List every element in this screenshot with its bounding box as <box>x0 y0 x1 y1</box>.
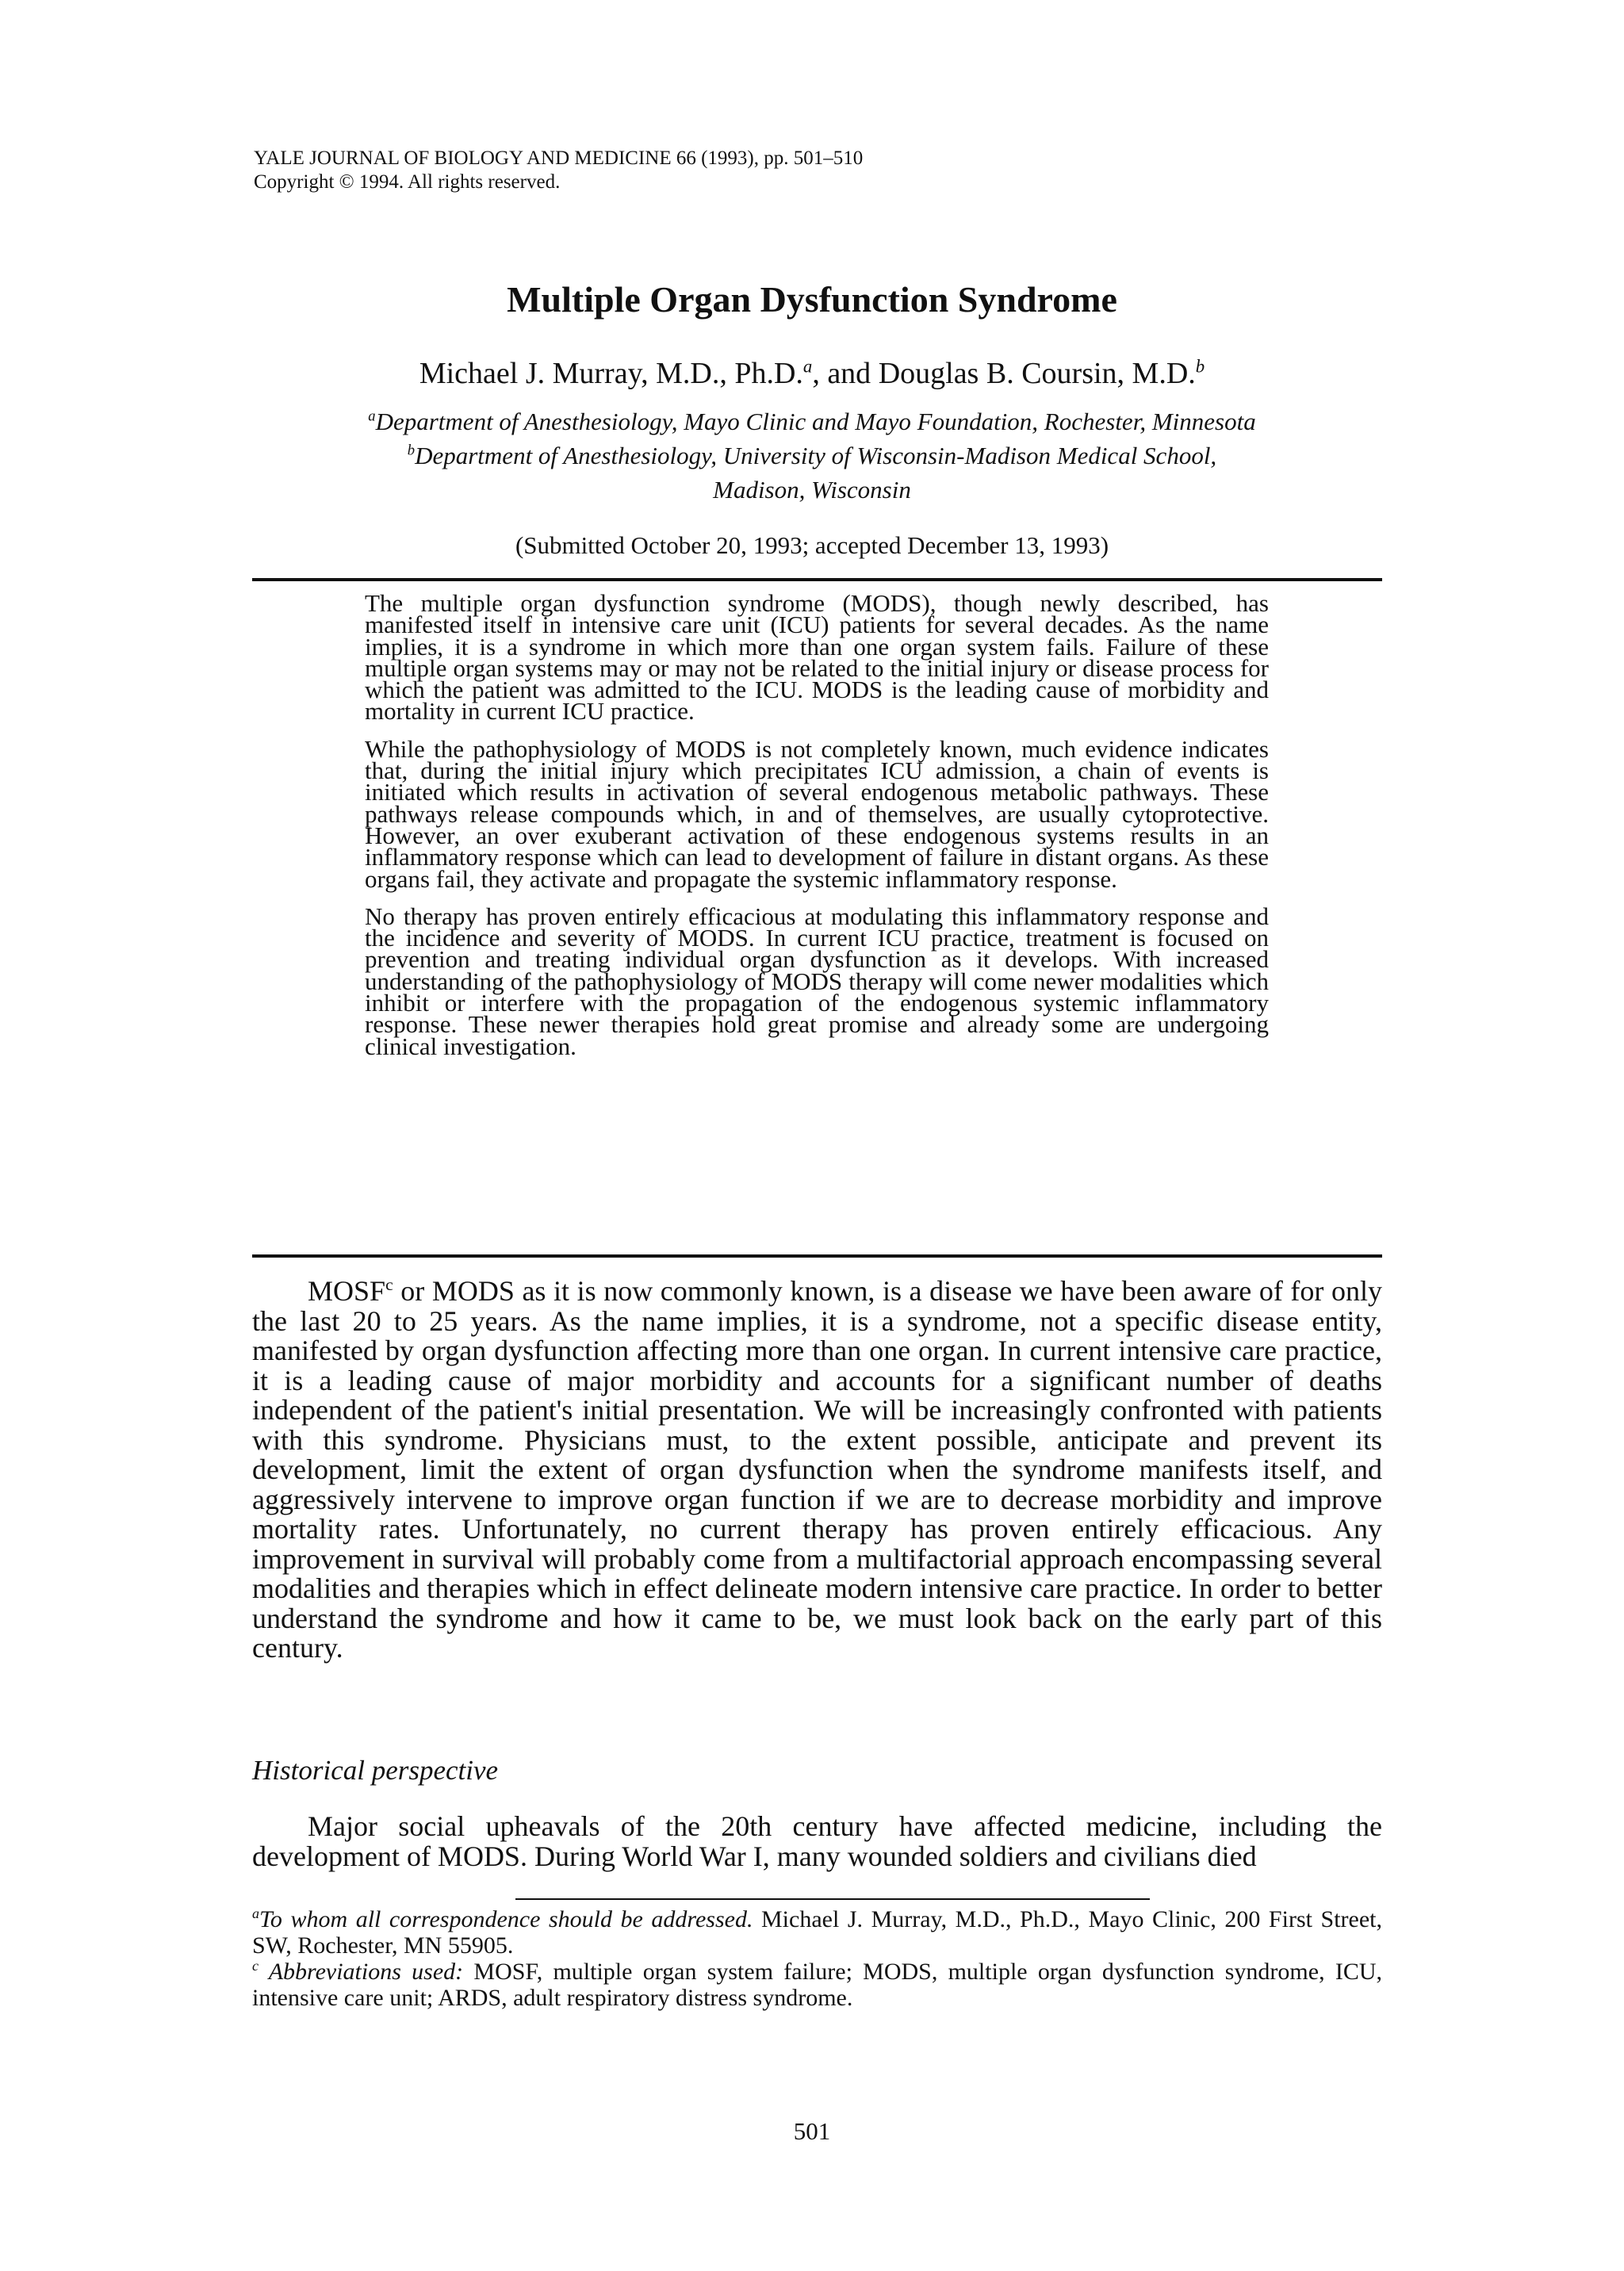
footnote-c-italic: Abbreviations used: <box>259 1959 464 1985</box>
footnote-rule <box>515 1898 1150 1900</box>
affiliation-a-text: Department of Anesthesiology, Mayo Clinic and Mayo Foundation, Rochester, Minnesota <box>375 408 1256 435</box>
author-line <box>0 355 1624 392</box>
affiliation-a <box>0 404 1624 438</box>
abstract-paragraph: The multiple organ dysfunction syndrome (MODS), though newly described, has manifested itself in intensive care unit (ICU) patients for several decades. As the name implies, it is a syndrome in which more than one organ system fails. Failure of these multiple organ systems may or may not be related to the initial injury or disease process for which the patient was admitted to the ICU. MODS is the leading cause of morbidity and mortality in current ICU practice. <box>365 589 1269 726</box>
journal-header <box>254 147 1205 194</box>
footnote-a <box>252 1906 1382 1959</box>
section-heading: Historical perspective <box>252 1755 499 1786</box>
abstract <box>365 589 1269 1073</box>
copyright-notice: Copyright © 1994. All rights reserved. <box>254 171 561 193</box>
footnotes <box>252 1906 1382 2011</box>
article-title: Multiple Organ Dysfunction Syndrome <box>507 279 1117 320</box>
page-number: 501 <box>793 2117 831 2145</box>
abstract-top-rule <box>252 578 1382 581</box>
footnote-c <box>252 1959 1382 2011</box>
affiliation-a-mark: a <box>368 408 376 425</box>
author-2-affil-mark: b <box>1195 356 1205 377</box>
journal-citation: YALE JOURNAL OF BIOLOGY AND MEDICINE 66 (1993), pp. 501–510 <box>254 147 864 169</box>
section-paragraph: Major social upheavals of the 20th century have affected medicine, including the development of MODS. During World War I, many wounded soldiers and civilians died <box>252 1810 1382 1872</box>
abbrev-footnote-mark: c <box>385 1275 393 1294</box>
intro-lead: MOSF <box>308 1275 386 1307</box>
affiliation-b-text-1: Department of Anesthesiology, University of Wisconsin-Madison Medical School, <box>415 442 1217 469</box>
section-body <box>252 1812 1382 1871</box>
affiliation-b-mark: b <box>407 442 416 459</box>
affiliations <box>0 404 1624 507</box>
submission-dates: (Submitted October 20, 1993; accepted December 13, 1993) <box>515 531 1109 559</box>
abstract-bottom-rule <box>252 1254 1382 1258</box>
author-1: Michael J. Murray, M.D., Ph.D. <box>419 357 803 390</box>
footnote-c-mark: c <box>252 1958 259 1974</box>
abstract-paragraph: No therapy has proven entirely efficacious at modulating this inflammatory response and the incidence and severity of MODS. In current ICU practice, treatment is focused on prevention and treating individual organ dysfunction as it develops. With increased understanding of the pathophysiology of MODS therapy will come newer modalities which inhibit or interfere with the propagation of the endogenous systemic inflammatory response. These newer therapies hold great promise and already some are undergoing clinical investigation. <box>365 902 1269 1060</box>
footnote-a-text: Michael J. Murray, M.D., Ph.D., Mayo Clinic, 200 First Street, SW, Rochester, MN 55905. <box>252 1906 1382 1959</box>
author-2: Douglas B. Coursin, M.D. <box>878 357 1196 390</box>
affiliation-b-line2: Madison, Wisconsin <box>713 476 911 504</box>
footnote-c-text: MOSF, multiple organ system failure; MODS, multiple organ dysfunction syndrome, ICU, intensive care unit; ARDS, adult respiratory distress syndrome. <box>252 1959 1382 2011</box>
author-connector: , and <box>812 357 879 390</box>
body-text <box>252 1277 1382 1664</box>
footnote-a-italic: To whom all correspondence should be addressed. <box>259 1906 753 1932</box>
intro-paragraph <box>252 1277 1382 1664</box>
affiliation-b <box>0 438 1624 473</box>
abstract-paragraph: While the pathophysiology of MODS is not completely known, much evidence indicates that, during the initial injury which precipitates ICU admission, a chain of events is initiated which results in activation of several endogenous metabolic pathways. These pathways release compounds which, in and of themselves, are usually cytoprotective. However, an over exuberant activation of these endogenous systems results in an inflammatory response which can lead to development of failure in distant organs. As these organs fail, they activate and propagate the systemic inflammatory response. <box>365 734 1269 893</box>
intro-text: or MODS as it is now commonly known, is a disease we have been aware of for only the last 20 to 25 years. As the name implies, it is a syndrome, not a specific disease entity, manifested by organ dysfunction affecting more than one organ. In current intensive care practice, it is a leading cause of major morbidity and accounts for a significant number of deaths independent of the patient's initial presentation. We will be increasingly confronted with patients with this syndrome. Physicians must, to the extent possible, anticipate and prevent its development, limit the extent of organ dysfunction when the syndrome manifests itself, and aggressively intervene to improve organ function if we are to decrease morbidity and improve mortality rates. Unfortunately, no current therapy has proven entirely efficacious. Any improvement in survival will probably come from a multifactorial approach encompassing several modalities and therapies which in effect delineate modern intensive care practice. In order to better understand the syndrome and how it came to be, we must look back on the early part of this century. <box>252 1275 1382 1664</box>
author-1-affil-mark: a <box>802 356 813 377</box>
footnote-a-mark: a <box>252 1905 259 1921</box>
